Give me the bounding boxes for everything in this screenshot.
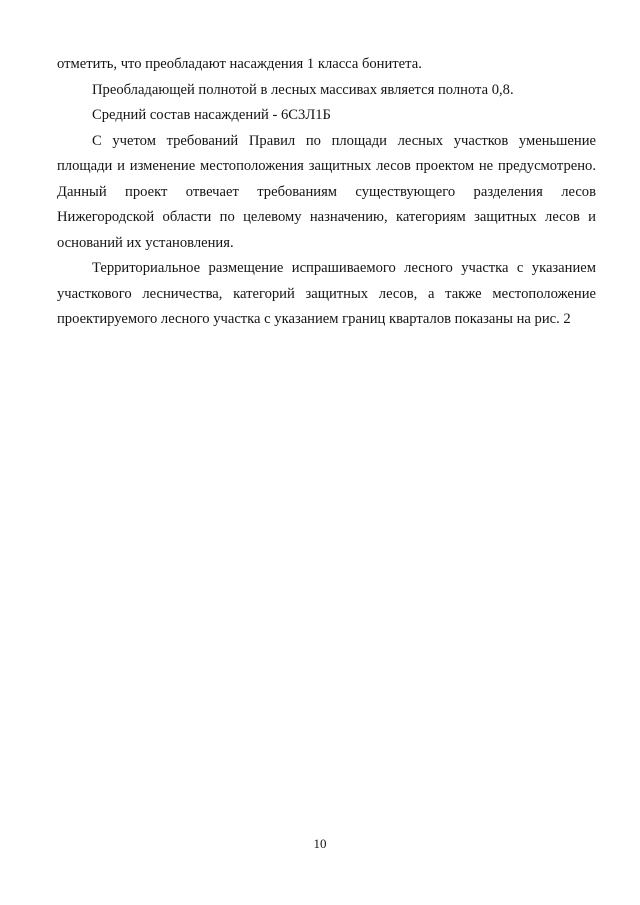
paragraph-placement: Территориальное размещение испрашиваемого лесного участка с указанием участкового лесничества, категорий защитных лесов, а также местоположение проектируемого лесного участка с указанием границ кварталов показаны на рис. 2 — [57, 260, 596, 327]
body-text — [57, 52, 596, 333]
paragraph-requirements: С учетом требований Правил по площади лесных участков уменьшение площади и изменение местоположения защитных лесов проектом не предусмотрено. Данный проект отвечает требованиям существующего разделения лесов Нижегородской области по целевому назначению, категориям защитных лесов и оснований их установления. — [57, 132, 596, 251]
paragraph-composition: Средний состав насаждений - 6С3Л1Б — [92, 107, 331, 123]
paragraph-density: Преобладающей полнотой в лесных массивах является полнота 0,8. — [92, 81, 514, 98]
paragraph-continuation: отметить, что преобладают насаждения 1 класса бонитета. — [57, 56, 422, 72]
page-number: 10 — [313, 836, 327, 851]
